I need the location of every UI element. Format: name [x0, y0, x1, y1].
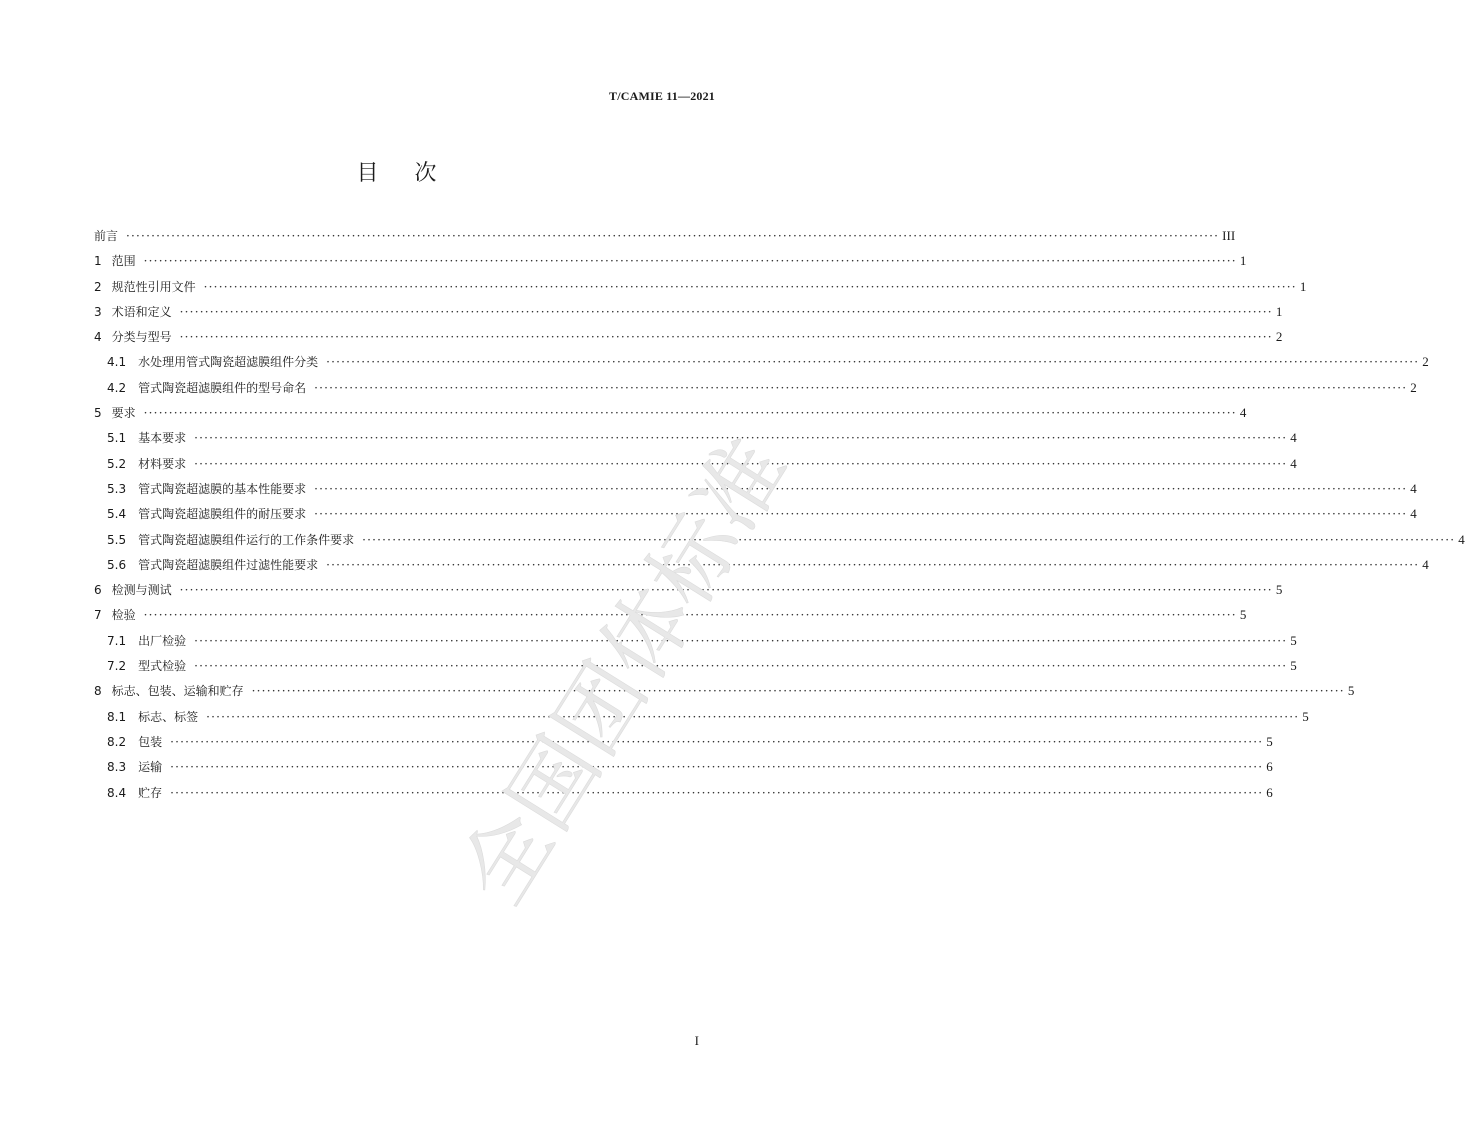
toc-entry[interactable]: [94, 754, 1273, 779]
toc-entry-page: 1: [1239, 253, 1247, 269]
page-number: I: [694, 1033, 699, 1048]
toc-entry-number: 8.3: [107, 760, 127, 775]
toc-entry[interactable]: [94, 476, 1417, 501]
dot-leader: [180, 325, 1273, 350]
dot-leader: [170, 730, 1263, 755]
toc-entry[interactable]: [94, 324, 1283, 349]
toc-entry-page: 2: [1410, 379, 1417, 395]
dot-leader: [314, 477, 1407, 502]
toc-entry[interactable]: [94, 400, 1247, 425]
toc-entry[interactable]: [94, 223, 1236, 248]
toc-entry[interactable]: [94, 628, 1297, 653]
toc-entry[interactable]: [94, 451, 1297, 476]
toc-entry-label: 水处理用管式陶瓷超滤膜组件分类: [138, 355, 319, 370]
dot-leader: [204, 275, 1297, 300]
toc-entry-number: 5.5: [107, 532, 127, 547]
dot-leader: [326, 350, 1419, 375]
toc-entry-label: 包装: [138, 734, 163, 749]
toc-entry-number: 8.1: [107, 709, 127, 724]
toc-entry-page: 1: [1275, 303, 1283, 319]
toc-entry-number: 5.2: [107, 456, 127, 471]
toc-entry[interactable]: [94, 678, 1355, 703]
toc-entry-number: 7.2: [107, 659, 127, 674]
toc-entry-label: 管式陶瓷超滤膜的基本性能要求: [138, 481, 307, 496]
toc-entry-number: 1: [94, 254, 102, 269]
toc-entry-page: 4: [1290, 430, 1297, 446]
toc-entry-number: 4.2: [107, 380, 127, 395]
dot-leader: [314, 376, 1407, 401]
toc-entry-number: 7: [94, 608, 102, 623]
toc-entry-number: 8: [94, 684, 102, 699]
standard-number: T/CAMIE 11—2021: [608, 89, 715, 103]
dot-leader: [180, 300, 1273, 325]
toc-entry-page: 5: [1290, 632, 1297, 648]
toc-entry[interactable]: [94, 274, 1307, 299]
dot-leader: [170, 781, 1263, 806]
dot-leader: [314, 502, 1407, 527]
toc-entry[interactable]: [94, 375, 1417, 400]
watermark-text: 全国团体标准: [443, 420, 808, 922]
toc-entry-page: 5: [1302, 708, 1309, 724]
toc-entry[interactable]: [94, 349, 1429, 374]
dot-leader: [194, 629, 1287, 654]
toc-entry-label: 术语和定义: [111, 304, 172, 319]
toc-entry-page: 5: [1266, 733, 1273, 749]
table-of-contents: [94, 223, 1465, 805]
toc-entry-label: 要求: [111, 406, 136, 421]
toc-entry-label: 基本要求: [138, 431, 187, 446]
toc-entry-page: 5: [1290, 658, 1297, 674]
toc-entry-page: 6: [1266, 784, 1273, 800]
toc-entry-page: 4: [1458, 531, 1465, 547]
toc-entry-label: 前言: [94, 229, 119, 243]
dot-leader: [144, 249, 1237, 274]
toc-entry-label: 管式陶瓷超滤膜组件的型号命名: [138, 380, 307, 395]
toc-entry-label: 范围: [111, 254, 136, 269]
toc-entry[interactable]: [94, 780, 1273, 805]
dot-leader: [194, 452, 1287, 477]
toc-entry-page: 2: [1275, 329, 1283, 345]
toc-entry[interactable]: [94, 425, 1297, 450]
toc-entry-number: 4: [94, 330, 102, 345]
toc-entry-number: 6: [94, 583, 102, 598]
toc-entry-label: 标志、标签: [138, 709, 199, 724]
dot-leader: [252, 679, 1345, 704]
toc-entry[interactable]: [94, 729, 1273, 754]
toc-entry[interactable]: [94, 501, 1417, 526]
toc-entry-number: 7.1: [107, 633, 127, 648]
toc-entry-label: 检测与测试: [111, 583, 172, 598]
toc-entry[interactable]: [94, 299, 1283, 324]
toc-entry-page: 2: [1422, 354, 1429, 370]
toc-entry-label: 出厂检验: [138, 633, 187, 648]
toc-entry-page: 6: [1266, 759, 1273, 775]
toc-entry-page: 5: [1275, 582, 1283, 598]
toc-entry-number: 5: [94, 406, 102, 421]
dot-leader: [180, 578, 1273, 603]
toc-entry-page: 4: [1290, 455, 1297, 471]
toc-entry-label: 管式陶瓷超滤膜组件的耐压要求: [138, 507, 307, 522]
toc-entry-page: 5: [1347, 683, 1355, 699]
dot-leader: [194, 654, 1287, 679]
toc-entry[interactable]: [94, 527, 1465, 552]
toc-entry-label: 贮存: [138, 785, 163, 800]
toc-entry-page: 1: [1299, 278, 1307, 294]
toc-entry-page: 4: [1239, 405, 1247, 421]
dot-leader: [362, 528, 1455, 553]
dot-leader: [144, 603, 1237, 628]
toc-entry[interactable]: [94, 552, 1429, 577]
dot-leader: [126, 224, 1219, 249]
toc-entry-page: 4: [1422, 556, 1429, 572]
toc-entry-page: 5: [1239, 607, 1247, 623]
toc-entry-label: 规范性引用文件: [111, 279, 196, 294]
toc-entry-label: 运输: [138, 760, 163, 775]
toc-entry[interactable]: [94, 248, 1247, 273]
toc-entry[interactable]: [94, 577, 1283, 602]
toc-entry[interactable]: [94, 602, 1247, 627]
toc-entry-number: 8.4: [107, 785, 127, 800]
toc-entry-number: 4.1: [107, 355, 127, 370]
toc-entry-number: 5.6: [107, 557, 127, 572]
toc-entry-page: 4: [1410, 480, 1417, 496]
toc-entry-number: 5.1: [107, 431, 127, 446]
toc-entry-label: 标志、包装、运输和贮存: [111, 684, 244, 699]
dot-leader: [326, 553, 1419, 578]
toc-entry-number: 3: [94, 304, 102, 319]
toc-entry-label: 型式检验: [138, 659, 187, 674]
dot-leader: [144, 401, 1237, 426]
page-title: 目次: [356, 161, 473, 186]
toc-entry[interactable]: [94, 704, 1309, 729]
toc-entry-number: 2: [94, 279, 102, 294]
toc-entry-label: 检验: [111, 608, 136, 623]
toc-entry-page: 4: [1410, 506, 1417, 522]
dot-leader: [206, 705, 1299, 730]
toc-entry-label: 管式陶瓷超滤膜组件运行的工作条件要求: [138, 532, 355, 547]
toc-entry[interactable]: [94, 653, 1297, 678]
toc-entry-number: 8.2: [107, 734, 127, 749]
toc-entry-page: III: [1222, 228, 1236, 243]
toc-entry-number: 5.3: [107, 481, 127, 496]
toc-entry-number: 5.4: [107, 507, 127, 522]
dot-leader: [170, 755, 1263, 780]
dot-leader: [194, 426, 1287, 451]
toc-entry-label: 管式陶瓷超滤膜组件过滤性能要求: [138, 557, 319, 572]
toc-entry-label: 材料要求: [138, 456, 187, 471]
toc-entry-label: 分类与型号: [111, 330, 172, 345]
